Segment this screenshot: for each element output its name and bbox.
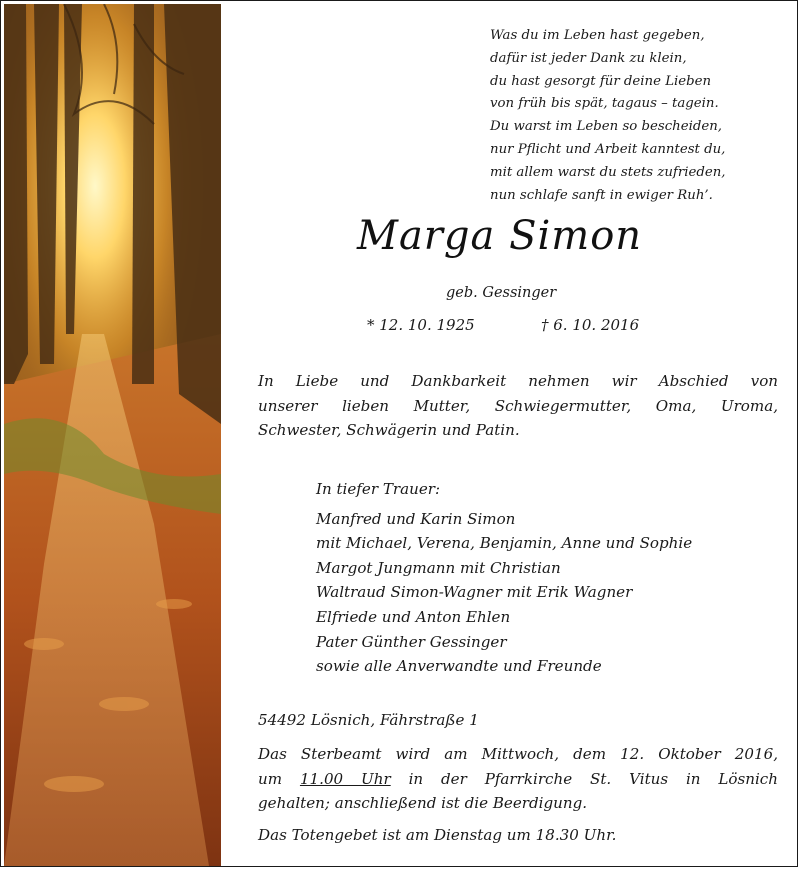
service-info bbox=[258, 742, 778, 816]
service-time: 11.00 Uhr bbox=[299, 769, 391, 788]
birth-name: geb. Gessinger bbox=[446, 285, 557, 301]
mourners-list bbox=[316, 477, 692, 679]
prayer-info: Das Totengebet ist am Dienstag um 18.30 Uhr. bbox=[258, 826, 617, 844]
mourner-entry: Margot Jungmann mit Christian bbox=[316, 558, 561, 577]
service-line bbox=[258, 767, 778, 792]
mourner-entry: Elfriede und Anton Ehlen bbox=[316, 607, 511, 626]
poem-line: Du warst im Leben so bescheiden, bbox=[490, 119, 723, 135]
service-line: Das Sterbeamt wird am Mittwoch, dem 12. Oktober 2016, bbox=[258, 745, 778, 763]
birth-date: * 12. 10. 1925 bbox=[367, 316, 475, 334]
intro-line: In Liebe und Dankbarkeit nehmen wir Abschied von bbox=[258, 372, 778, 390]
poem-line: nur Pflicht und Arbeit kanntest du, bbox=[490, 141, 726, 157]
service-word: um bbox=[258, 769, 283, 788]
poem-line: Was du im Leben hast gegeben, bbox=[490, 28, 705, 43]
poem-line: von früh bis spät, tagaus – tagein. bbox=[490, 96, 719, 112]
mourner-entry: sowie alle Anverwandte und Freunde bbox=[316, 657, 602, 676]
deceased-name: Marga Simon bbox=[357, 213, 643, 259]
mourner-entry: Pater Günther Gessinger bbox=[316, 632, 507, 651]
death-date: † 6. 10. 2016 bbox=[541, 316, 640, 334]
mourner-entry: mit Michael, Verena, Benjamin, Anne und Sophie bbox=[316, 534, 693, 553]
service-place: in der Pfarrkirche St. Vitus in Lösnich bbox=[408, 769, 778, 788]
mourners-heading: In tiefer Trauer: bbox=[316, 480, 441, 498]
intro-line: unserer lieben Mutter, Schwiegermutter, Oma, Uroma, bbox=[258, 396, 778, 415]
poem-line: du hast gesorgt für deine Lieben bbox=[490, 73, 712, 89]
intro-text bbox=[258, 369, 778, 443]
poem-line: dafür ist jeder Dank zu klein, bbox=[490, 50, 687, 66]
poem-line: mit allem warst du stets zufrieden, bbox=[490, 164, 726, 180]
poem-line: nun schlafe sanft in ewiger Ruh’. bbox=[490, 187, 713, 203]
family-address: 54492 Lösnich, Fährstraße 1 bbox=[258, 711, 479, 729]
mourner-entry: Waltraud Simon-Wagner mit Erik Wagner bbox=[316, 583, 633, 602]
mourner-entry: Manfred und Karin Simon bbox=[316, 509, 516, 528]
service-line: gehalten; anschließend ist die Beerdigung. bbox=[258, 794, 588, 813]
forest-path-image bbox=[4, 4, 221, 866]
intro-line: Schwester, Schwägerin und Patin. bbox=[258, 421, 520, 440]
poem-verse bbox=[490, 25, 790, 207]
